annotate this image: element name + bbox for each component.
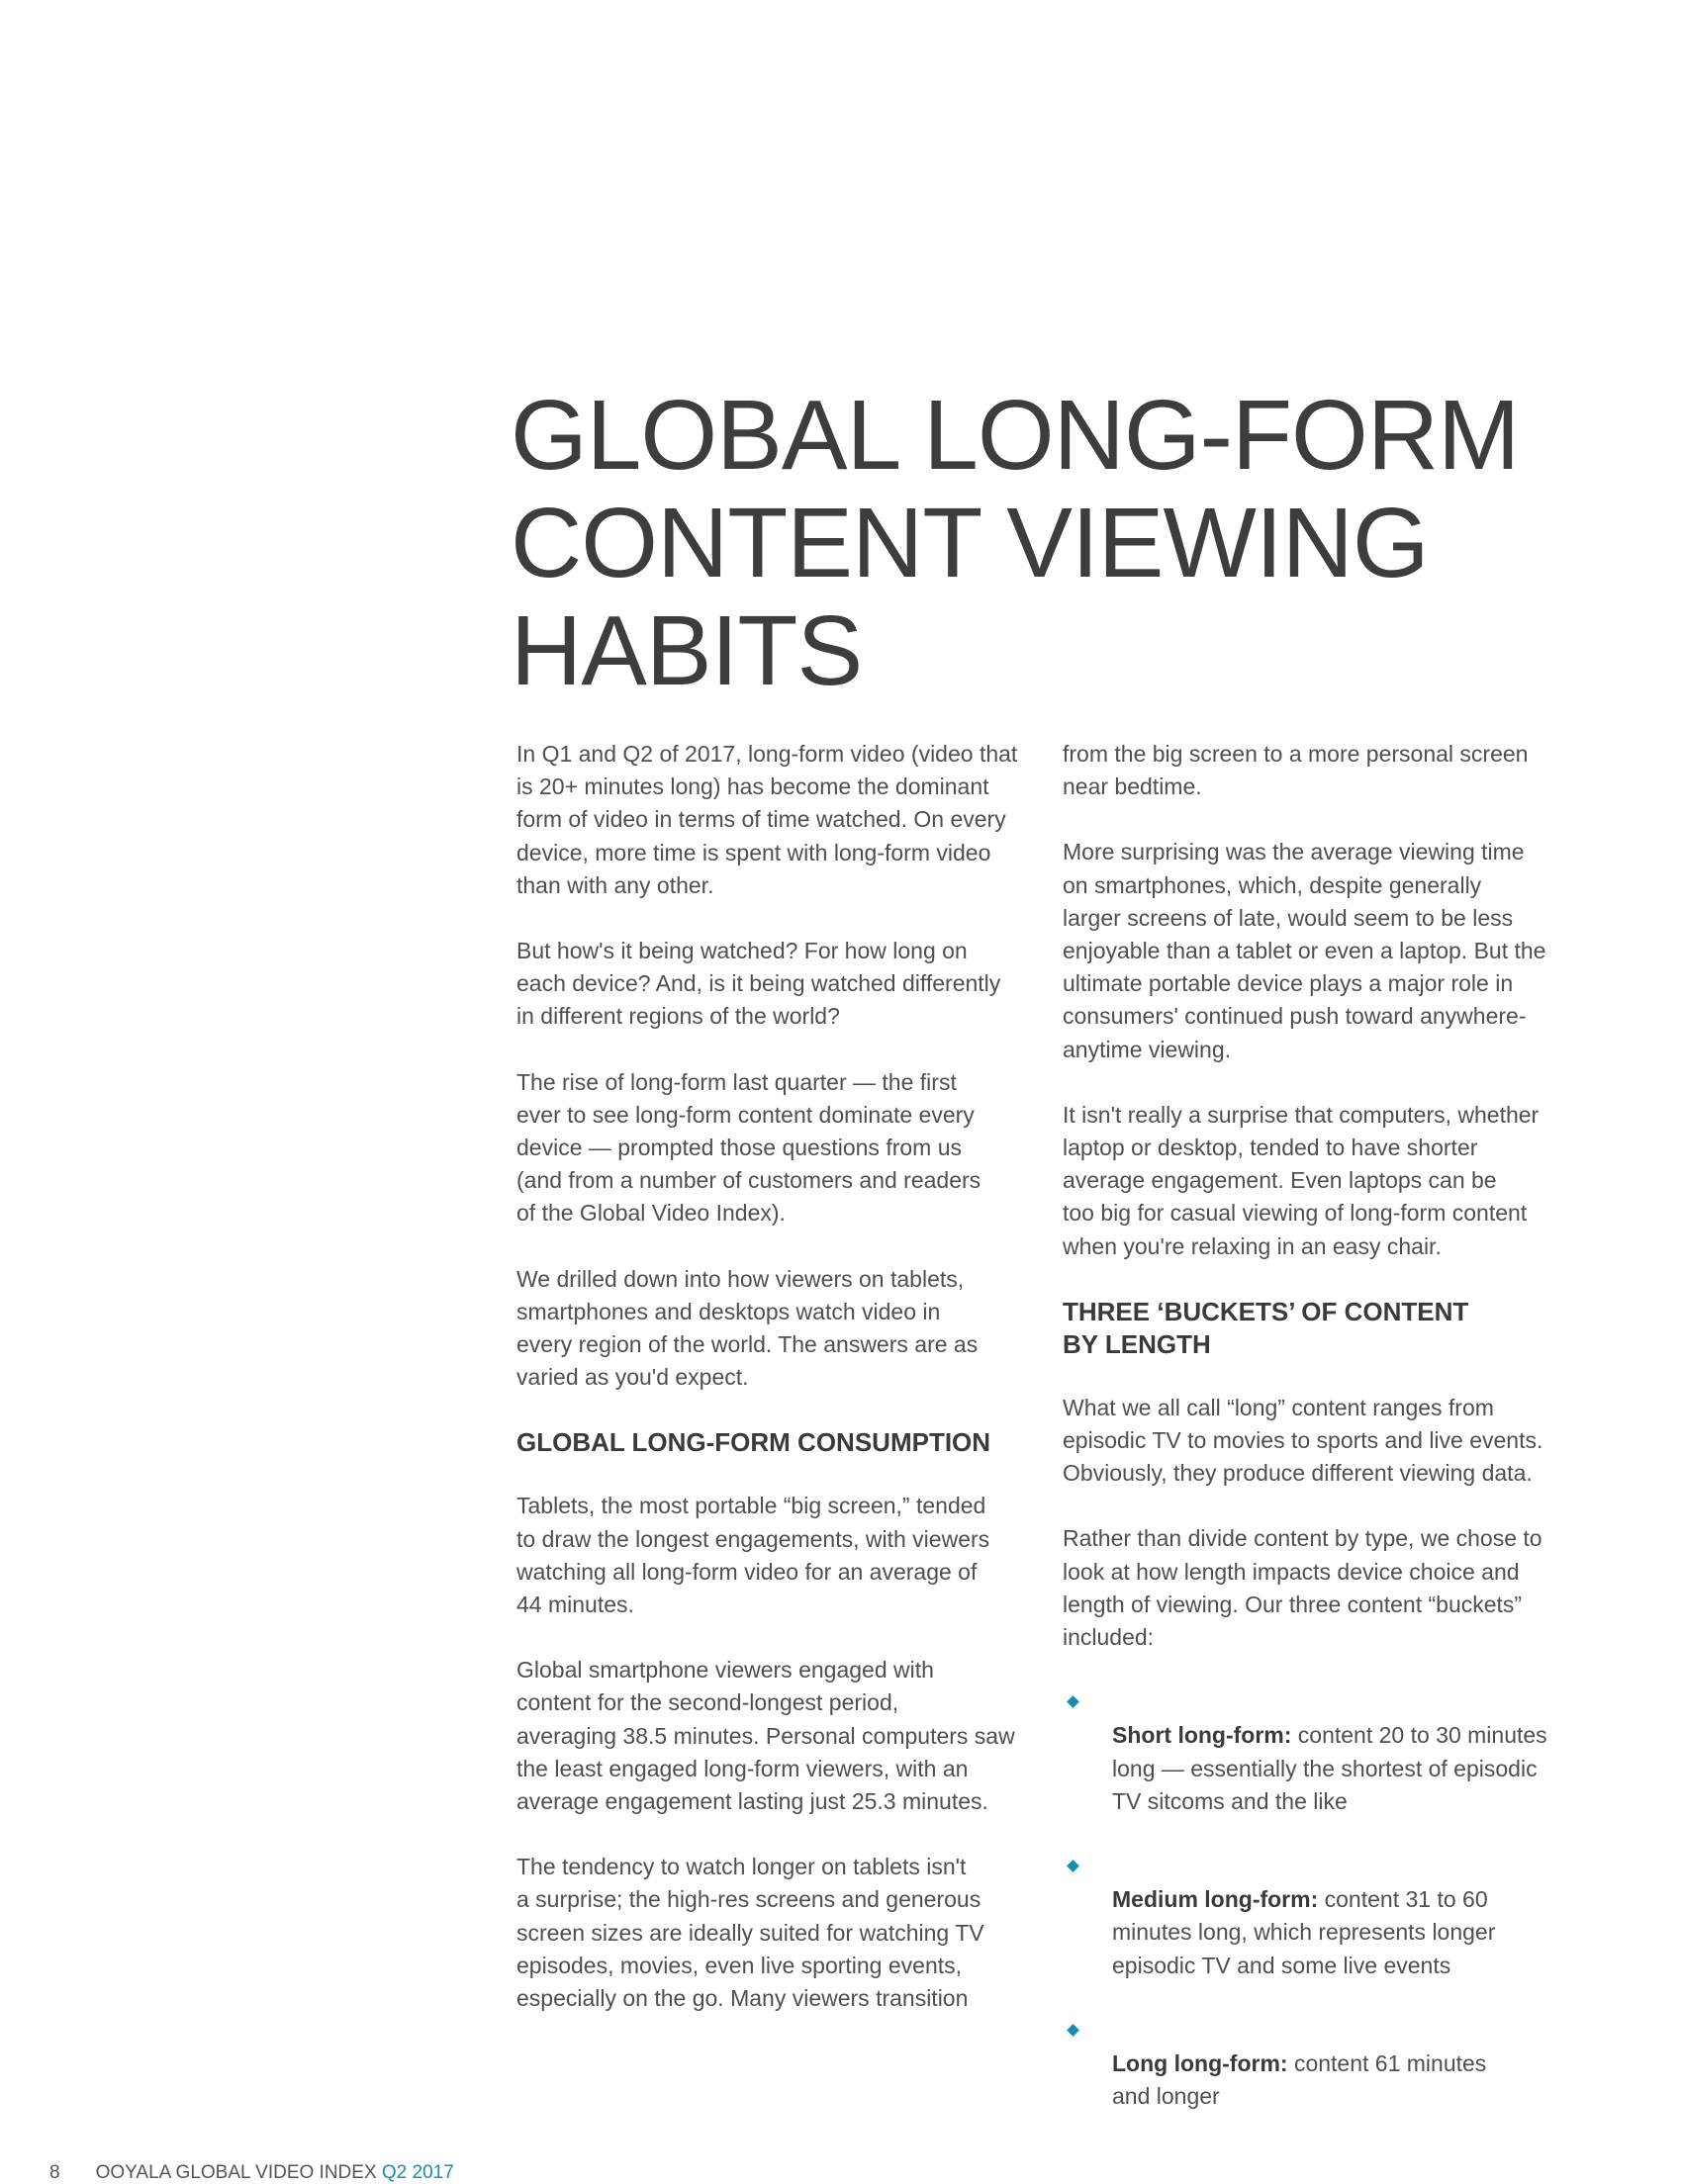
page-footer: [49, 2162, 454, 2184]
footer-publication: OOYALA GLOBAL VIDEO INDEX: [95, 2162, 377, 2183]
left-paragraph-7: The tendency to watch longer on tablets isn't a surprise; the high-res screens and generous screen sizes are ideally suited for watching TV episodes, movies, even live sporting events, especially on the go. Many viewers transition: [516, 1854, 984, 2012]
right-paragraph-2: More surprising was the average viewing time on smartphones, which, despite generally larger screens of late, would seem to be less enjoyable than a tablet or even a laptop. But the ultimate portable device plays a major role in consumers' continued push toward anywhere- anytime viewing.: [1063, 839, 1546, 1062]
section-heading-consumption: GLOBAL LONG-FORM CONSUMPTION: [516, 1427, 991, 1458]
right-paragraph-1: from the big screen to a more personal screen near bedtime.: [1063, 741, 1529, 800]
page-title: [511, 382, 1599, 705]
list-item: [1063, 1686, 1597, 1818]
right-paragraph-5: Rather than divide content by type, we chose to look at how length impacts device choice and length of viewing. Our three content “buckets” included:: [1063, 1525, 1542, 1651]
right-column: [1063, 738, 1597, 2146]
bullet-term: Long long-form:: [1112, 2050, 1288, 2077]
diamond-bullet-icon: [1067, 1695, 1079, 1708]
footer-quarter: Q2 2017: [381, 2162, 454, 2183]
bullet-term: Medium long-form:: [1112, 1886, 1319, 1913]
left-paragraph-6: Global smartphone viewers engaged with content for the second-longest period, averaging 38.5 minutes. Personal computers saw the least engaged long-form viewers, with an average engagement lasting just 25.3 minutes.: [516, 1657, 1015, 1815]
left-paragraph-1: In Q1 and Q2 of 2017, long-form video (video that is 20+ minutes long) has become the dominant form of video in terms of time watched. On every device, more time is spent with long-form video than with any other.: [516, 741, 1018, 898]
bucket-list: [1063, 1686, 1597, 2113]
page-number: 8: [49, 2162, 60, 2183]
left-paragraph-3: The rise of long-form last quarter — the first ever to see long-form content dominate every device — prompted those questions from us (and from a number of customers and readers of the Global Video Index).: [516, 1068, 981, 1227]
page-title-line-1: GLOBAL LONG-FORM: [511, 380, 1520, 491]
list-item: [1063, 1851, 1597, 1982]
left-paragraph-4: We drilled down into how viewers on tablets, smartphones and desktops watch video in every region of the world. The answers are as varied as you'd expect.: [516, 1265, 979, 1391]
page-title-line-3: HABITS: [511, 595, 863, 706]
left-column: [516, 738, 1041, 2048]
bullet-text: content 31 to 60 minutes long, which represents longer episodic TV and some live events: [1112, 1886, 1496, 1978]
diamond-bullet-icon: [1067, 1860, 1079, 1872]
left-paragraph-5: Tablets, the most portable “big screen,” tended to draw the longest engagements, with viewers watching all long-form video for an average of 44 minutes.: [516, 1493, 990, 1618]
right-paragraph-3: It isn't really a surprise that computers, whether laptop or desktop, tended to have shorter average engagement. Even laptops can be too big for casual viewing of long-form content when you're relaxing in an easy chair.: [1063, 1101, 1540, 1259]
bullet-text: content 61 minutes and longer: [1112, 2050, 1487, 2110]
right-paragraph-4: What we all call “long” content ranges from episodic TV to movies to sports and live events. Obviously, they produce different viewing data.: [1063, 1394, 1543, 1487]
bullet-text: content 20 to 30 minutes long — essentially the shortest of episodic TV sitcoms and the like: [1112, 1722, 1547, 1814]
diamond-bullet-icon: [1067, 2024, 1079, 2037]
section-heading-buckets: THREE ‘BUCKETS’ OF CONTENT BY LENGTH: [1063, 1296, 1469, 1359]
bullet-term: Short long-form:: [1112, 1722, 1292, 1749]
list-item: [1063, 2015, 1597, 2114]
left-paragraph-2: But how's it being watched? For how long on each device? And, is it being watched differently in different regions of the world?: [516, 938, 1001, 1030]
page-title-line-2: CONTENT VIEWING: [511, 488, 1429, 598]
